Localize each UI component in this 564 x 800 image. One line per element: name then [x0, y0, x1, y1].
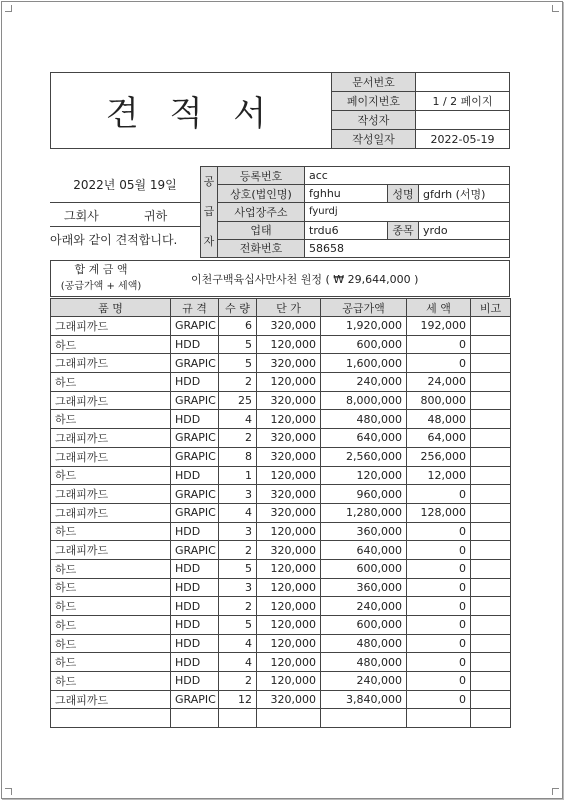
cell-note — [471, 354, 511, 373]
cell-note — [471, 709, 511, 728]
cell-qty: 5 — [219, 616, 257, 635]
total-amount: 이천구백육십사만사천 원정 ( ₩ 29,644,000 ) — [151, 261, 510, 297]
cell-qty: 5 — [219, 335, 257, 354]
cell-item: 그래피까드 — [51, 354, 171, 373]
table-row — [51, 447, 511, 466]
cell-note — [471, 447, 511, 466]
cell-qty: 6 — [219, 317, 257, 336]
table-row — [51, 709, 511, 728]
cell-unit-price: 120,000 — [257, 466, 321, 485]
cell-qty: 3 — [219, 485, 257, 504]
cell-qty: 4 — [219, 503, 257, 522]
cell-qty: 4 — [219, 653, 257, 672]
header-item: 품 명 — [51, 299, 171, 317]
cell-unit-price: 320,000 — [257, 429, 321, 448]
cell-tax: 0 — [407, 522, 471, 541]
cell-item: 그래피까드 — [51, 690, 171, 709]
cell-supply: 600,000 — [321, 616, 407, 635]
cell-qty: 5 — [219, 354, 257, 373]
cell-spec: HDD — [171, 410, 219, 429]
header-note: 비고 — [471, 299, 511, 317]
cell-note — [471, 690, 511, 709]
cell-tax: 0 — [407, 541, 471, 560]
cell-spec: GRAPIC — [171, 503, 219, 522]
table-row — [51, 653, 511, 672]
cell-spec — [171, 709, 219, 728]
meta-value — [416, 111, 510, 130]
cell-tax — [407, 709, 471, 728]
cell-spec: HDD — [171, 522, 219, 541]
cell-unit-price: 120,000 — [257, 335, 321, 354]
cell-supply: 8,000,000 — [321, 391, 407, 410]
cell-unit-price: 320,000 — [257, 447, 321, 466]
phone-value: 58658 — [305, 239, 510, 257]
cell-qty: 4 — [219, 634, 257, 653]
cell-note — [471, 541, 511, 560]
cell-qty: 2 — [219, 373, 257, 392]
header-unit-price: 단 가 — [257, 299, 321, 317]
table-row — [51, 559, 511, 578]
cell-item: 하드 — [51, 616, 171, 635]
address-label: 사업장주소 — [218, 203, 305, 221]
cell-tax: 24,000 — [407, 373, 471, 392]
cell-item: 하드 — [51, 653, 171, 672]
cell-item: 그래피까드 — [51, 485, 171, 504]
cell-qty: 8 — [219, 447, 257, 466]
table-row — [51, 634, 511, 653]
category-label: 종목 — [388, 221, 419, 239]
cell-qty — [219, 709, 257, 728]
cell-spec: HDD — [171, 653, 219, 672]
cell-note — [471, 503, 511, 522]
cell-qty: 25 — [219, 391, 257, 410]
table-row — [51, 317, 511, 336]
address-value: fyurdj — [305, 203, 510, 221]
business-label: 업태 — [218, 221, 305, 239]
cell-tax: 0 — [407, 485, 471, 504]
meta-value: 1 / 2 페이지 — [416, 92, 510, 111]
recipient-statement: 아래와 같이 견적합니다. — [50, 233, 178, 247]
name-label: 상호(법인명) — [218, 185, 305, 203]
corner-mark — [5, 788, 12, 795]
table-row — [51, 429, 511, 448]
recipient-honorific: 귀하 — [144, 209, 168, 223]
cell-note — [471, 597, 511, 616]
cell-item: 하드 — [51, 410, 171, 429]
cell-tax: 800,000 — [407, 391, 471, 410]
cell-item: 그래피까드 — [51, 541, 171, 560]
cell-spec: GRAPIC — [171, 391, 219, 410]
header-tax: 세 액 — [407, 299, 471, 317]
reg-no-value: acc — [305, 167, 510, 185]
cell-tax: 0 — [407, 597, 471, 616]
cell-tax: 0 — [407, 634, 471, 653]
cell-supply: 640,000 — [321, 541, 407, 560]
table-row — [51, 391, 511, 410]
recipient-company-row — [50, 203, 200, 227]
cell-item — [51, 709, 171, 728]
cell-supply: 480,000 — [321, 410, 407, 429]
total-table — [50, 260, 510, 297]
cell-supply: 1,920,000 — [321, 317, 407, 336]
cell-tax: 0 — [407, 559, 471, 578]
cell-qty: 2 — [219, 597, 257, 616]
cell-qty: 3 — [219, 578, 257, 597]
header-qty: 수 량 — [219, 299, 257, 317]
cell-unit-price: 320,000 — [257, 541, 321, 560]
cell-item: 그래피까드 — [51, 503, 171, 522]
table-row — [51, 335, 511, 354]
cell-spec: GRAPIC — [171, 690, 219, 709]
supplier-side-label: 공 급 자 — [201, 167, 218, 258]
cell-unit-price: 120,000 — [257, 559, 321, 578]
cell-tax: 0 — [407, 335, 471, 354]
meta-label: 작성자 — [332, 111, 416, 130]
cell-tax: 64,000 — [407, 429, 471, 448]
cell-tax: 0 — [407, 578, 471, 597]
cell-qty: 3 — [219, 522, 257, 541]
cell-unit-price: 320,000 — [257, 317, 321, 336]
cell-note — [471, 391, 511, 410]
recipient-date: 2022년 05월 19일 — [50, 166, 200, 203]
corner-mark — [5, 5, 12, 12]
meta-value: 2022-05-19 — [416, 130, 510, 149]
cell-note — [471, 653, 511, 672]
rep-label: 성명 — [388, 185, 419, 203]
cell-spec: GRAPIC — [171, 541, 219, 560]
cell-note — [471, 466, 511, 485]
cell-qty: 5 — [219, 559, 257, 578]
cell-spec: HDD — [171, 373, 219, 392]
cell-unit-price: 120,000 — [257, 597, 321, 616]
total-label — [51, 261, 152, 297]
cell-spec: GRAPIC — [171, 354, 219, 373]
cell-supply: 480,000 — [321, 653, 407, 672]
recipient-block — [50, 166, 200, 253]
cell-qty: 4 — [219, 410, 257, 429]
meta-label: 작성일자 — [332, 130, 416, 149]
table-row — [51, 466, 511, 485]
cell-spec: HDD — [171, 335, 219, 354]
cell-note — [471, 672, 511, 691]
cell-item: 하드 — [51, 559, 171, 578]
cell-spec: HDD — [171, 672, 219, 691]
table-row — [51, 410, 511, 429]
table-row — [51, 541, 511, 560]
cell-supply: 640,000 — [321, 429, 407, 448]
cell-tax: 0 — [407, 354, 471, 373]
cell-supply: 2,560,000 — [321, 447, 407, 466]
cell-item: 하드 — [51, 578, 171, 597]
cell-spec: GRAPIC — [171, 447, 219, 466]
cell-item: 하드 — [51, 522, 171, 541]
cell-item: 하드 — [51, 634, 171, 653]
cell-unit-price: 120,000 — [257, 672, 321, 691]
cell-note — [471, 410, 511, 429]
cell-unit-price: 120,000 — [257, 410, 321, 429]
table-row — [51, 373, 511, 392]
cell-supply: 240,000 — [321, 373, 407, 392]
table-row — [51, 616, 511, 635]
cell-item: 하드 — [51, 597, 171, 616]
cell-supply: 240,000 — [321, 597, 407, 616]
cell-qty: 1 — [219, 466, 257, 485]
cell-unit-price: 120,000 — [257, 522, 321, 541]
cell-tax: 0 — [407, 690, 471, 709]
cell-item: 하드 — [51, 335, 171, 354]
cell-spec: HDD — [171, 634, 219, 653]
cell-unit-price: 120,000 — [257, 634, 321, 653]
cell-note — [471, 373, 511, 392]
cell-qty: 12 — [219, 690, 257, 709]
items-table — [50, 298, 511, 728]
cell-tax: 12,000 — [407, 466, 471, 485]
cell-qty: 2 — [219, 541, 257, 560]
cell-note — [471, 335, 511, 354]
cell-spec: HDD — [171, 466, 219, 485]
cell-unit-price: 120,000 — [257, 616, 321, 635]
header-spec: 규 격 — [171, 299, 219, 317]
cell-unit-price: 320,000 — [257, 503, 321, 522]
cell-supply: 480,000 — [321, 634, 407, 653]
cell-note — [471, 559, 511, 578]
cell-note — [471, 634, 511, 653]
cell-tax: 0 — [407, 653, 471, 672]
cell-qty: 2 — [219, 672, 257, 691]
cell-supply: 600,000 — [321, 335, 407, 354]
cell-tax: 0 — [407, 616, 471, 635]
cell-supply: 3,840,000 — [321, 690, 407, 709]
rep-value: gfdrh (서명) — [419, 185, 510, 203]
table-row — [51, 690, 511, 709]
cell-unit-price: 120,000 — [257, 373, 321, 392]
cell-spec: HDD — [171, 597, 219, 616]
cell-note — [471, 485, 511, 504]
cell-item: 그래피까드 — [51, 317, 171, 336]
recipient-company: 그회사 — [64, 209, 99, 223]
cell-supply: 360,000 — [321, 578, 407, 597]
cell-item: 그래피까드 — [51, 429, 171, 448]
supplier-table — [200, 166, 510, 258]
table-row — [51, 485, 511, 504]
business-value: trdu6 — [305, 221, 388, 239]
cell-supply — [321, 709, 407, 728]
phone-label: 전화번호 — [218, 239, 305, 257]
table-row — [51, 522, 511, 541]
cell-supply: 120,000 — [321, 466, 407, 485]
cell-note — [471, 317, 511, 336]
header-supply: 공급가액 — [321, 299, 407, 317]
table-row — [51, 503, 511, 522]
cell-unit-price — [257, 709, 321, 728]
cell-spec: GRAPIC — [171, 317, 219, 336]
total-label-main: 합 계 금 액 — [74, 263, 128, 276]
cell-supply: 1,280,000 — [321, 503, 407, 522]
cell-spec: HDD — [171, 559, 219, 578]
cell-note — [471, 429, 511, 448]
cell-supply: 960,000 — [321, 485, 407, 504]
cell-tax: 0 — [407, 672, 471, 691]
cell-supply: 600,000 — [321, 559, 407, 578]
cell-spec: GRAPIC — [171, 485, 219, 504]
meta-value — [416, 73, 510, 92]
category-value: yrdo — [419, 221, 510, 239]
cell-spec: HDD — [171, 578, 219, 597]
cell-unit-price: 320,000 — [257, 391, 321, 410]
name-value: fghhu — [305, 185, 388, 203]
cell-unit-price: 120,000 — [257, 653, 321, 672]
cell-item: 하드 — [51, 466, 171, 485]
table-row — [51, 354, 511, 373]
cell-unit-price: 120,000 — [257, 578, 321, 597]
cell-tax: 256,000 — [407, 447, 471, 466]
meta-label: 페이지번호 — [332, 92, 416, 111]
table-row — [51, 672, 511, 691]
cell-note — [471, 616, 511, 635]
cell-item: 그래피까드 — [51, 447, 171, 466]
header-table — [50, 72, 510, 149]
meta-label: 문서번호 — [332, 73, 416, 92]
table-row — [51, 578, 511, 597]
total-label-sub: (공급가액 + 세액) — [60, 281, 142, 292]
cell-unit-price: 320,000 — [257, 354, 321, 373]
corner-mark — [552, 5, 559, 12]
cell-supply: 240,000 — [321, 672, 407, 691]
corner-mark — [552, 788, 559, 795]
cell-note — [471, 522, 511, 541]
cell-spec: GRAPIC — [171, 429, 219, 448]
cell-unit-price: 320,000 — [257, 485, 321, 504]
document-title: 견 적 서 — [51, 73, 332, 149]
cell-supply: 360,000 — [321, 522, 407, 541]
cell-tax: 48,000 — [407, 410, 471, 429]
table-row — [51, 597, 511, 616]
cell-item: 그래피까드 — [51, 391, 171, 410]
reg-no-label: 등록번호 — [218, 167, 305, 185]
cell-supply: 1,600,000 — [321, 354, 407, 373]
cell-tax: 192,000 — [407, 317, 471, 336]
cell-spec: HDD — [171, 616, 219, 635]
table-header-row — [51, 299, 511, 317]
cell-unit-price: 320,000 — [257, 690, 321, 709]
cell-note — [471, 578, 511, 597]
cell-tax: 128,000 — [407, 503, 471, 522]
cell-item: 하드 — [51, 672, 171, 691]
cell-item: 하드 — [51, 373, 171, 392]
cell-qty: 2 — [219, 429, 257, 448]
